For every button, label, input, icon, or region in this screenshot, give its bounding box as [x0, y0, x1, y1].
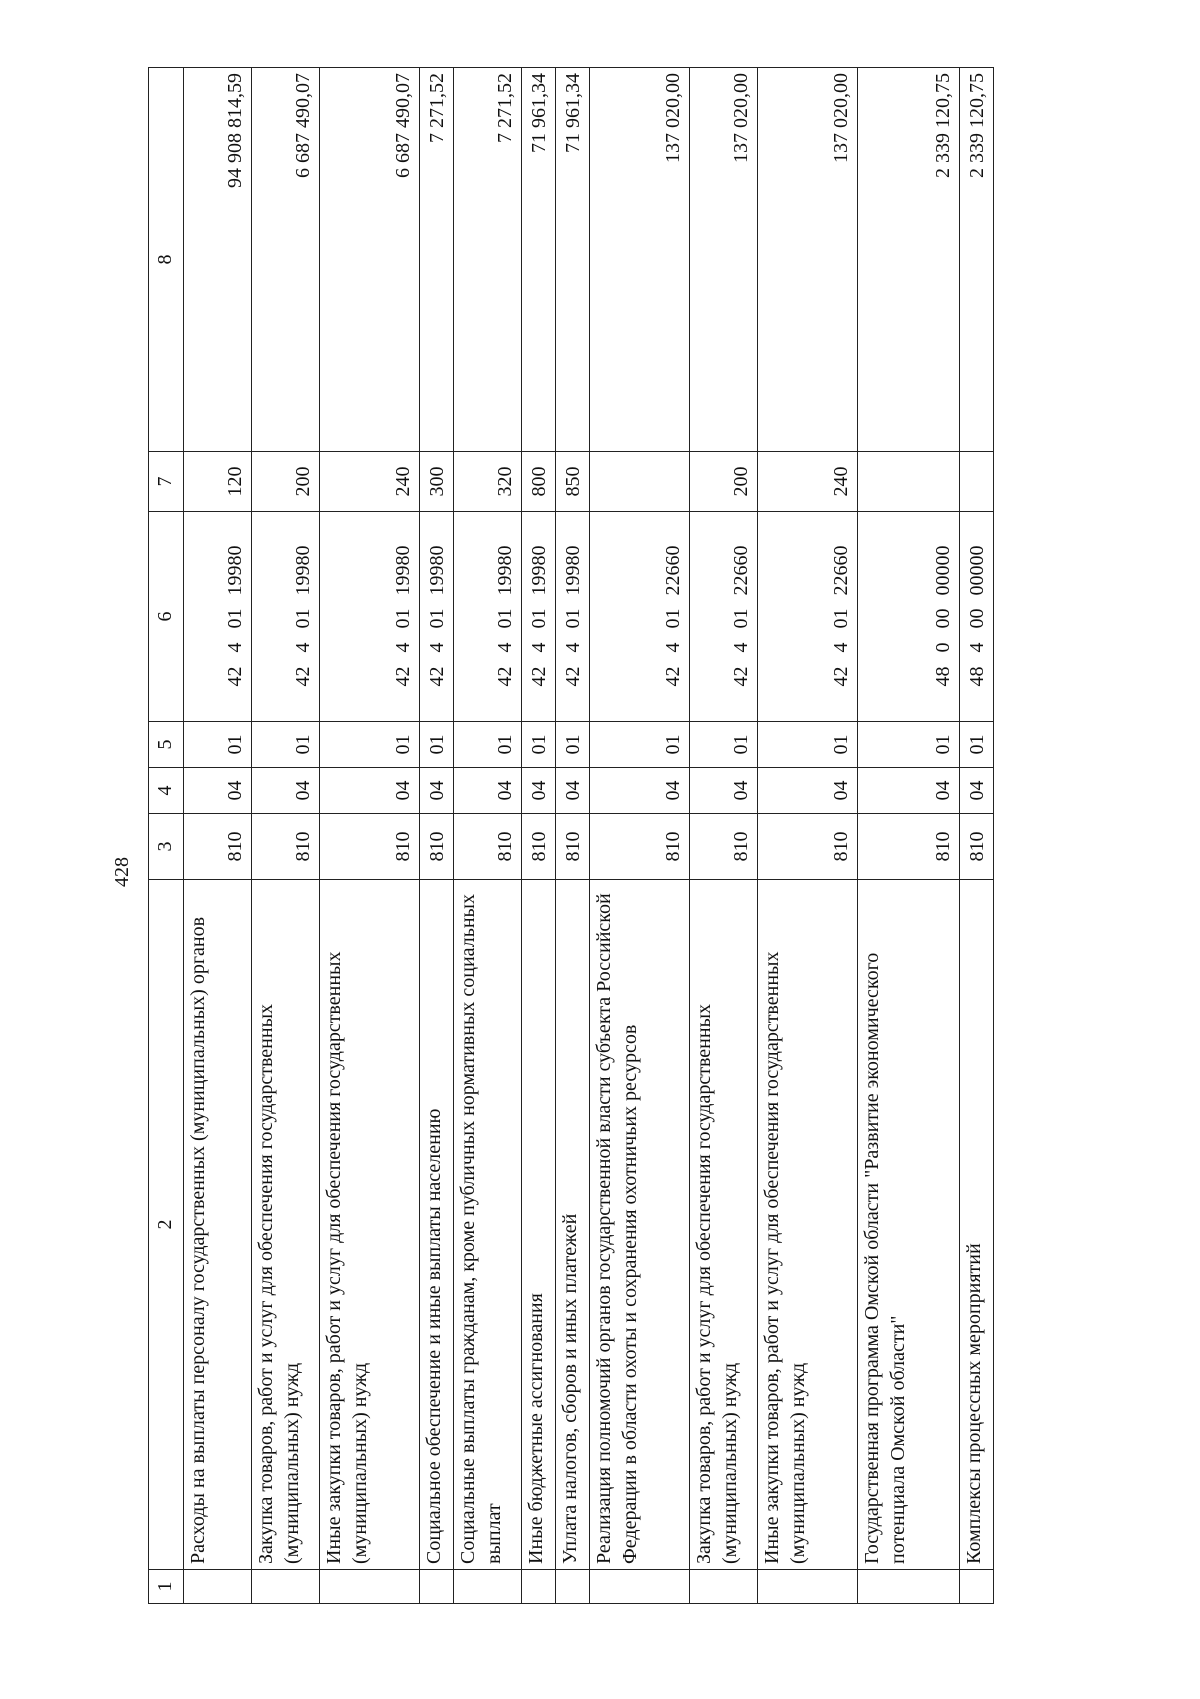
amount-cell: 71 961,34 — [556, 68, 590, 452]
code-cell: 810 — [590, 814, 690, 880]
code-cell: 810 — [320, 814, 420, 880]
expense-type-cell: 200 — [252, 452, 320, 512]
target-article-cell — [556, 512, 590, 722]
page-number: 428 — [110, 857, 133, 887]
section-cell: 04 — [252, 768, 320, 814]
table-body — [184, 68, 994, 1604]
target-article-cell — [590, 512, 690, 722]
target-article-segment: 48 — [966, 666, 989, 687]
target-article-segment: 01 — [830, 608, 853, 629]
code-cell: 810 — [454, 814, 522, 880]
target-article-segment: 42 — [224, 666, 247, 687]
budget-table — [148, 67, 994, 1604]
table-row — [320, 68, 420, 1604]
target-article-segment: 42 — [662, 666, 685, 687]
target-article-segment: 19980 — [426, 545, 449, 596]
amount-cell: 137 020,00 — [690, 68, 758, 452]
row-number-cell — [252, 1570, 320, 1604]
section-cell: 04 — [690, 768, 758, 814]
amount-cell: 2 339 120,75 — [858, 68, 960, 452]
code-cell: 810 — [522, 814, 556, 880]
target-article-segment: 01 — [426, 608, 449, 629]
subsection-cell: 01 — [454, 722, 522, 768]
section-cell: 04 — [960, 768, 994, 814]
target-article-cell — [758, 512, 858, 722]
row-number-cell — [522, 1570, 556, 1604]
target-article-segment: 22660 — [662, 545, 685, 596]
target-article-segment: 42 — [494, 666, 517, 687]
target-article-segment: 00 — [966, 608, 989, 629]
header-cell: 7 — [149, 452, 184, 512]
target-article-cell — [690, 512, 758, 722]
table-row — [758, 68, 858, 1604]
code-cell: 810 — [556, 814, 590, 880]
target-article-segment: 19980 — [224, 545, 247, 596]
section-cell: 04 — [590, 768, 690, 814]
target-article-segment: 4 — [562, 642, 585, 653]
expense-type-cell: 240 — [758, 452, 858, 512]
target-article-segment: 4 — [528, 642, 551, 653]
subsection-cell: 01 — [690, 722, 758, 768]
target-article-segment: 01 — [224, 608, 247, 629]
section-cell: 04 — [522, 768, 556, 814]
row-number-cell — [454, 1570, 522, 1604]
amount-cell: 6 687 490,07 — [320, 68, 420, 452]
target-article-segment: 4 — [224, 642, 247, 653]
code-cell: 810 — [858, 814, 960, 880]
table-row — [590, 68, 690, 1604]
subsection-cell: 01 — [252, 722, 320, 768]
row-number-cell — [960, 1570, 994, 1604]
target-article-cell — [858, 512, 960, 722]
section-cell: 04 — [184, 768, 252, 814]
target-article-cell — [420, 512, 454, 722]
target-article-cell — [252, 512, 320, 722]
target-article-cell — [454, 512, 522, 722]
code-cell: 810 — [960, 814, 994, 880]
target-article-segment: 4 — [662, 642, 685, 653]
section-cell: 04 — [320, 768, 420, 814]
target-article-segment: 01 — [494, 608, 517, 629]
code-cell: 810 — [690, 814, 758, 880]
expense-type-cell: 850 — [556, 452, 590, 512]
table-row — [184, 68, 252, 1604]
row-number-cell — [320, 1570, 420, 1604]
target-article-segment: 22660 — [730, 545, 753, 596]
target-article-segment: 22660 — [830, 545, 853, 596]
subsection-cell: 01 — [320, 722, 420, 768]
amount-cell: 137 020,00 — [590, 68, 690, 452]
table-orientation-wrapper — [148, 68, 1148, 1604]
table-row — [252, 68, 320, 1604]
target-article-segment: 0 — [932, 642, 955, 653]
target-article-segment: 4 — [830, 642, 853, 653]
header-cell: 6 — [149, 512, 184, 722]
amount-cell: 94 908 814,59 — [184, 68, 252, 452]
target-article-segment: 00000 — [932, 545, 955, 596]
amount-cell: 137 020,00 — [758, 68, 858, 452]
section-cell: 04 — [858, 768, 960, 814]
row-name-cell: Закупка товаров, работ и услуг для обеспечения государственных (муниципальных) нужд — [252, 880, 320, 1570]
subsection-cell: 01 — [758, 722, 858, 768]
row-name-cell: Расходы на выплаты персоналу государственных (муниципальных) органов — [184, 880, 252, 1570]
row-number-cell — [690, 1570, 758, 1604]
row-name-cell: Иные закупки товаров, работ и услуг для обеспечения государственных (муниципальных) нужд — [758, 880, 858, 1570]
row-name-cell: Иные бюджетные ассигнования — [522, 880, 556, 1570]
target-article-segment: 01 — [292, 608, 315, 629]
row-name-cell: Социальные выплаты гражданам, кроме публичных нормативных социальных выплат — [454, 880, 522, 1570]
header-cell: 4 — [149, 768, 184, 814]
table-row — [522, 68, 556, 1604]
target-article-cell — [184, 512, 252, 722]
header-row — [149, 68, 184, 1604]
table-row — [690, 68, 758, 1604]
target-article-segment: 42 — [730, 666, 753, 687]
subsection-cell: 01 — [420, 722, 454, 768]
section-cell: 04 — [420, 768, 454, 814]
target-article-segment: 4 — [292, 642, 315, 653]
target-article-segment: 19980 — [494, 545, 517, 596]
target-article-segment: 42 — [426, 666, 449, 687]
expense-type-cell: 300 — [420, 452, 454, 512]
row-name-cell: Реализация полномочий органов государственной власти субъекта Российской Федерации в области охоты и сохранения охотничьих ресурсов — [590, 880, 690, 1570]
section-cell: 04 — [454, 768, 522, 814]
target-article-segment: 42 — [392, 666, 415, 687]
target-article-segment: 01 — [392, 608, 415, 629]
target-article-segment: 4 — [494, 642, 517, 653]
target-article-segment: 00000 — [966, 545, 989, 596]
amount-cell: 71 961,34 — [522, 68, 556, 452]
amount-cell: 2 339 120,75 — [960, 68, 994, 452]
header-cell: 3 — [149, 814, 184, 880]
expense-type-cell: 320 — [454, 452, 522, 512]
header-cell: 2 — [149, 880, 184, 1570]
code-cell: 810 — [420, 814, 454, 880]
section-cell: 04 — [758, 768, 858, 814]
target-article-segment: 19980 — [392, 545, 415, 596]
header-cell: 5 — [149, 722, 184, 768]
subsection-cell: 01 — [858, 722, 960, 768]
code-cell: 810 — [252, 814, 320, 880]
rotated-table-container — [148, 68, 1148, 1604]
row-number-cell — [420, 1570, 454, 1604]
subsection-cell: 01 — [590, 722, 690, 768]
target-article-segment: 42 — [830, 666, 853, 687]
expense-type-cell: 200 — [690, 452, 758, 512]
expense-type-cell — [858, 452, 960, 512]
target-article-segment: 00 — [932, 608, 955, 629]
expense-type-cell: 120 — [184, 452, 252, 512]
row-name-cell: Комплексы процессных мероприятий — [960, 880, 994, 1570]
target-article-segment: 01 — [562, 608, 585, 629]
row-name-cell: Государственная программа Омской области "Развитие экономического потенциала Омской области" — [858, 880, 960, 1570]
row-number-cell — [858, 1570, 960, 1604]
table-row — [556, 68, 590, 1604]
expense-type-cell — [590, 452, 690, 512]
target-article-cell — [960, 512, 994, 722]
target-article-segment: 19980 — [292, 545, 315, 596]
amount-cell: 6 687 490,07 — [252, 68, 320, 452]
subsection-cell: 01 — [522, 722, 556, 768]
target-article-segment: 19980 — [528, 545, 551, 596]
target-article-segment: 01 — [528, 608, 551, 629]
expense-type-cell: 240 — [320, 452, 420, 512]
header-cell: 1 — [149, 1570, 184, 1604]
target-article-segment: 01 — [730, 608, 753, 629]
expense-type-cell: 800 — [522, 452, 556, 512]
target-article-segment: 4 — [392, 642, 415, 653]
subsection-cell: 01 — [960, 722, 994, 768]
target-article-segment: 42 — [562, 666, 585, 687]
subsection-cell: 01 — [184, 722, 252, 768]
expense-type-cell — [960, 452, 994, 512]
target-article-segment: 4 — [966, 642, 989, 653]
row-name-cell: Закупка товаров, работ и услуг для обеспечения государственных (муниципальных) нужд — [690, 880, 758, 1570]
target-article-segment: 4 — [730, 642, 753, 653]
target-article-segment: 4 — [426, 642, 449, 653]
row-number-cell — [758, 1570, 858, 1604]
target-article-cell — [522, 512, 556, 722]
table-row — [960, 68, 994, 1604]
row-name-cell: Социальное обеспечение и иные выплаты населению — [420, 880, 454, 1570]
target-article-cell — [320, 512, 420, 722]
row-number-cell — [590, 1570, 690, 1604]
header-cell: 8 — [149, 68, 184, 452]
table-row — [858, 68, 960, 1604]
target-article-segment: 19980 — [562, 545, 585, 596]
table-row — [454, 68, 522, 1604]
target-article-segment: 48 — [932, 666, 955, 687]
target-article-segment: 01 — [662, 608, 685, 629]
row-name-cell: Иные закупки товаров, работ и услуг для обеспечения государственных (муниципальных) нужд — [320, 880, 420, 1570]
amount-cell: 7 271,52 — [420, 68, 454, 452]
target-article-segment: 42 — [528, 666, 551, 687]
row-number-cell — [556, 1570, 590, 1604]
table-row — [420, 68, 454, 1604]
section-cell: 04 — [556, 768, 590, 814]
row-name-cell: Уплата налогов, сборов и иных платежей — [556, 880, 590, 1570]
code-cell: 810 — [758, 814, 858, 880]
code-cell: 810 — [184, 814, 252, 880]
subsection-cell: 01 — [556, 722, 590, 768]
amount-cell: 7 271,52 — [454, 68, 522, 452]
target-article-segment: 42 — [292, 666, 315, 687]
row-number-cell — [184, 1570, 252, 1604]
